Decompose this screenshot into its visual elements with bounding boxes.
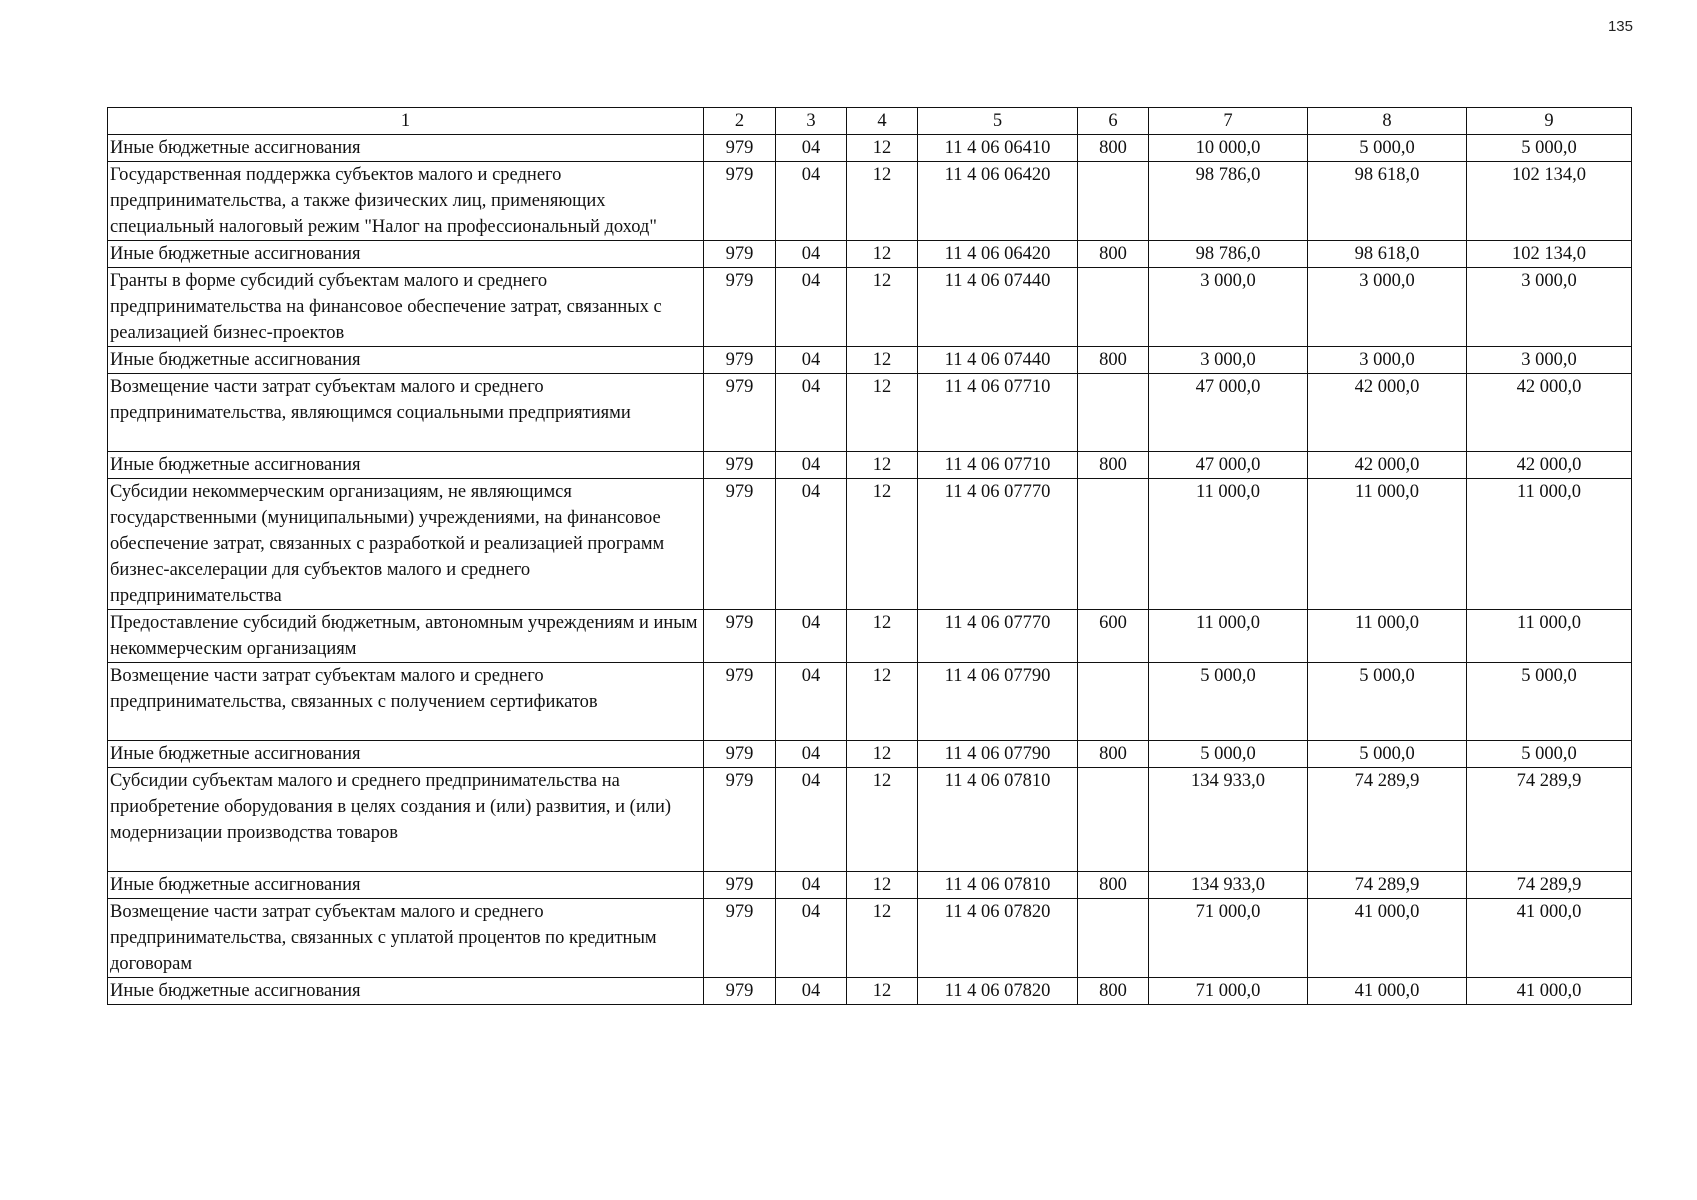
row-name-cell: Гранты в форме субсидий субъектам малого и среднего предпринимательства на финансовое обеспечение затрат, связанных с реализацией бизнес-проектов	[108, 268, 704, 347]
table-row	[108, 241, 1632, 268]
expense-type-cell: 800	[1078, 135, 1149, 162]
subsection-cell: 12	[847, 768, 918, 872]
ministry-code-cell: 979	[704, 374, 776, 452]
amount-col9-cell: 74 289,9	[1467, 768, 1632, 872]
target-article-cell: 11 4 06 07790	[918, 663, 1078, 741]
section-cell: 04	[776, 741, 847, 768]
ministry-code-cell: 979	[704, 610, 776, 663]
target-article-cell: 11 4 06 07820	[918, 978, 1078, 1005]
ministry-code-cell: 979	[704, 768, 776, 872]
subsection-cell: 12	[847, 241, 918, 268]
amount-col9-cell: 11 000,0	[1467, 479, 1632, 610]
table-row	[108, 872, 1632, 899]
amount-col8-cell: 11 000,0	[1308, 479, 1467, 610]
target-article-cell: 11 4 06 07710	[918, 374, 1078, 452]
ministry-code-cell: 979	[704, 347, 776, 374]
amount-col7-cell: 10 000,0	[1149, 135, 1308, 162]
amount-col8-cell: 74 289,9	[1308, 872, 1467, 899]
section-cell: 04	[776, 452, 847, 479]
expense-type-cell: 800	[1078, 347, 1149, 374]
header-row	[108, 108, 1632, 135]
amount-col7-cell: 47 000,0	[1149, 374, 1308, 452]
expense-type-cell: 800	[1078, 741, 1149, 768]
column-header-2: 2	[704, 108, 776, 135]
section-cell: 04	[776, 663, 847, 741]
subsection-cell: 12	[847, 268, 918, 347]
column-header-6: 6	[1078, 108, 1149, 135]
row-name-cell: Иные бюджетные ассигнования	[108, 872, 704, 899]
expense-type-cell	[1078, 899, 1149, 978]
amount-col7-cell: 11 000,0	[1149, 610, 1308, 663]
table-row	[108, 899, 1632, 978]
table-row	[108, 978, 1632, 1005]
ministry-code-cell: 979	[704, 978, 776, 1005]
subsection-cell: 12	[847, 162, 918, 241]
amount-col7-cell: 3 000,0	[1149, 268, 1308, 347]
amount-col9-cell: 102 134,0	[1467, 241, 1632, 268]
amount-col9-cell: 3 000,0	[1467, 347, 1632, 374]
ministry-code-cell: 979	[704, 452, 776, 479]
amount-col9-cell: 5 000,0	[1467, 135, 1632, 162]
expense-type-cell: 800	[1078, 452, 1149, 479]
target-article-cell: 11 4 06 07820	[918, 899, 1078, 978]
expense-type-cell: 800	[1078, 978, 1149, 1005]
section-cell: 04	[776, 162, 847, 241]
column-header-7: 7	[1149, 108, 1308, 135]
expense-type-cell: 800	[1078, 872, 1149, 899]
amount-col7-cell: 11 000,0	[1149, 479, 1308, 610]
amount-col7-cell: 71 000,0	[1149, 978, 1308, 1005]
section-cell: 04	[776, 899, 847, 978]
section-cell: 04	[776, 268, 847, 347]
column-header-1: 1	[108, 108, 704, 135]
amount-col8-cell: 11 000,0	[1308, 610, 1467, 663]
subsection-cell: 12	[847, 452, 918, 479]
section-cell: 04	[776, 374, 847, 452]
section-cell: 04	[776, 978, 847, 1005]
row-name-cell: Предоставление субсидий бюджетным, автономным учреждениям и иным некоммерческим организациям	[108, 610, 704, 663]
amount-col8-cell: 98 618,0	[1308, 241, 1467, 268]
ministry-code-cell: 979	[704, 872, 776, 899]
amount-col8-cell: 42 000,0	[1308, 452, 1467, 479]
subsection-cell: 12	[847, 663, 918, 741]
subsection-cell: 12	[847, 899, 918, 978]
table-row	[108, 135, 1632, 162]
table-row	[108, 374, 1632, 452]
row-name-cell: Возмещение части затрат субъектам малого и среднего предпринимательства, являющимся социальными предприятиями	[108, 374, 704, 452]
row-name-cell: Субсидии некоммерческим организациям, не являющимся государственными (муниципальными) учреждениями, на финансовое обеспечение затрат, связанных с разработкой и реализацией программ бизнес-акселерации для субъектов малого и среднего предпринимательства	[108, 479, 704, 610]
amount-col7-cell: 5 000,0	[1149, 741, 1308, 768]
target-article-cell: 11 4 06 07440	[918, 268, 1078, 347]
target-article-cell: 11 4 06 07440	[918, 347, 1078, 374]
subsection-cell: 12	[847, 374, 918, 452]
amount-col9-cell: 5 000,0	[1467, 741, 1632, 768]
amount-col7-cell: 47 000,0	[1149, 452, 1308, 479]
table-row	[108, 663, 1632, 741]
ministry-code-cell: 979	[704, 135, 776, 162]
row-name-cell: Иные бюджетные ассигнования	[108, 452, 704, 479]
amount-col7-cell: 98 786,0	[1149, 162, 1308, 241]
amount-col9-cell: 11 000,0	[1467, 610, 1632, 663]
section-cell: 04	[776, 241, 847, 268]
expense-type-cell: 800	[1078, 241, 1149, 268]
amount-col9-cell: 5 000,0	[1467, 663, 1632, 741]
column-header-3: 3	[776, 108, 847, 135]
amount-col8-cell: 5 000,0	[1308, 663, 1467, 741]
amount-col7-cell: 3 000,0	[1149, 347, 1308, 374]
table-row	[108, 452, 1632, 479]
column-header-5: 5	[918, 108, 1078, 135]
subsection-cell: 12	[847, 741, 918, 768]
amount-col8-cell: 42 000,0	[1308, 374, 1467, 452]
section-cell: 04	[776, 347, 847, 374]
amount-col7-cell: 71 000,0	[1149, 899, 1308, 978]
row-name-cell: Иные бюджетные ассигнования	[108, 347, 704, 374]
subsection-cell: 12	[847, 610, 918, 663]
column-header-4: 4	[847, 108, 918, 135]
subsection-cell: 12	[847, 978, 918, 1005]
row-name-cell: Субсидии субъектам малого и среднего предпринимательства на приобретение оборудования в целях создания и (или) развития, и (или) модернизации производства товаров	[108, 768, 704, 872]
amount-col8-cell: 3 000,0	[1308, 268, 1467, 347]
amount-col8-cell: 5 000,0	[1308, 135, 1467, 162]
section-cell: 04	[776, 610, 847, 663]
expense-type-cell: 600	[1078, 610, 1149, 663]
amount-col9-cell: 41 000,0	[1467, 899, 1632, 978]
ministry-code-cell: 979	[704, 268, 776, 347]
subsection-cell: 12	[847, 347, 918, 374]
column-header-8: 8	[1308, 108, 1467, 135]
section-cell: 04	[776, 479, 847, 610]
amount-col8-cell: 98 618,0	[1308, 162, 1467, 241]
section-cell: 04	[776, 135, 847, 162]
expense-type-cell	[1078, 162, 1149, 241]
ministry-code-cell: 979	[704, 479, 776, 610]
amount-col9-cell: 41 000,0	[1467, 978, 1632, 1005]
row-name-cell: Государственная поддержка субъектов малого и среднего предпринимательства, а также физических лиц, применяющих специальный налоговый режим "Налог на профессиональный доход"	[108, 162, 704, 241]
row-name-cell: Иные бюджетные ассигнования	[108, 135, 704, 162]
row-name-cell: Иные бюджетные ассигнования	[108, 241, 704, 268]
section-cell: 04	[776, 872, 847, 899]
amount-col9-cell: 3 000,0	[1467, 268, 1632, 347]
target-article-cell: 11 4 06 07710	[918, 452, 1078, 479]
expense-type-cell	[1078, 768, 1149, 872]
amount-col7-cell: 134 933,0	[1149, 872, 1308, 899]
amount-col8-cell: 41 000,0	[1308, 899, 1467, 978]
amount-col8-cell: 74 289,9	[1308, 768, 1467, 872]
column-header-9: 9	[1467, 108, 1632, 135]
row-name-cell: Иные бюджетные ассигнования	[108, 978, 704, 1005]
amount-col8-cell: 41 000,0	[1308, 978, 1467, 1005]
target-article-cell: 11 4 06 07770	[918, 479, 1078, 610]
subsection-cell: 12	[847, 479, 918, 610]
table-row	[108, 268, 1632, 347]
target-article-cell: 11 4 06 07770	[918, 610, 1078, 663]
section-cell: 04	[776, 768, 847, 872]
table-row	[108, 162, 1632, 241]
budget-table	[107, 107, 1632, 1005]
amount-col9-cell: 74 289,9	[1467, 872, 1632, 899]
amount-col8-cell: 5 000,0	[1308, 741, 1467, 768]
table-row	[108, 741, 1632, 768]
page-number: 135	[1607, 18, 1633, 35]
expense-type-cell	[1078, 268, 1149, 347]
amount-col7-cell: 134 933,0	[1149, 768, 1308, 872]
table-row	[108, 610, 1632, 663]
target-article-cell: 11 4 06 06420	[918, 162, 1078, 241]
target-article-cell: 11 4 06 06410	[918, 135, 1078, 162]
expense-type-cell	[1078, 374, 1149, 452]
table-row	[108, 479, 1632, 610]
amount-col7-cell: 5 000,0	[1149, 663, 1308, 741]
amount-col9-cell: 42 000,0	[1467, 374, 1632, 452]
target-article-cell: 11 4 06 07790	[918, 741, 1078, 768]
amount-col7-cell: 98 786,0	[1149, 241, 1308, 268]
subsection-cell: 12	[847, 135, 918, 162]
ministry-code-cell: 979	[704, 663, 776, 741]
ministry-code-cell: 979	[704, 899, 776, 978]
row-name-cell: Возмещение части затрат субъектам малого и среднего предпринимательства, связанных с получением сертификатов	[108, 663, 704, 741]
table-row	[108, 347, 1632, 374]
ministry-code-cell: 979	[704, 741, 776, 768]
target-article-cell: 11 4 06 07810	[918, 768, 1078, 872]
row-name-cell: Иные бюджетные ассигнования	[108, 741, 704, 768]
ministry-code-cell: 979	[704, 241, 776, 268]
amount-col8-cell: 3 000,0	[1308, 347, 1467, 374]
target-article-cell: 11 4 06 06420	[918, 241, 1078, 268]
row-name-cell: Возмещение части затрат субъектам малого и среднего предпринимательства, связанных с уплатой процентов по кредитным договорам	[108, 899, 704, 978]
ministry-code-cell: 979	[704, 162, 776, 241]
table-row	[108, 768, 1632, 872]
target-article-cell: 11 4 06 07810	[918, 872, 1078, 899]
subsection-cell: 12	[847, 872, 918, 899]
amount-col9-cell: 42 000,0	[1467, 452, 1632, 479]
amount-col9-cell: 102 134,0	[1467, 162, 1632, 241]
expense-type-cell	[1078, 663, 1149, 741]
expense-type-cell	[1078, 479, 1149, 610]
